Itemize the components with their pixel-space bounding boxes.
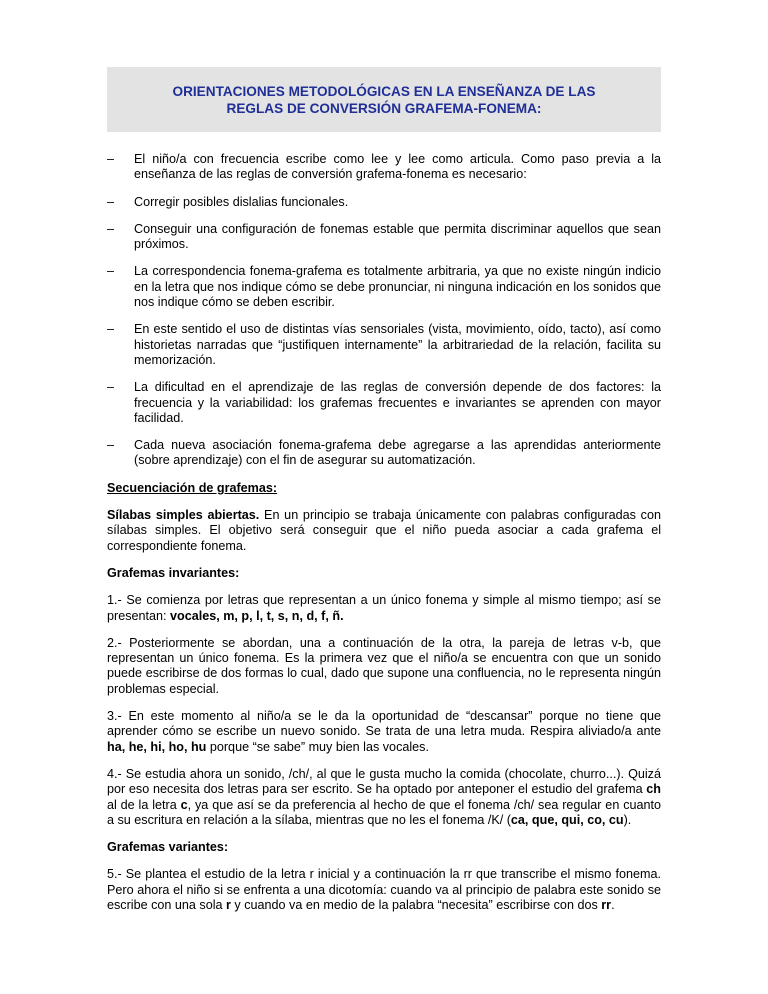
list-item-text: El niño/a con frecuencia escribe como lee y lee como articula. Como paso previa a la enseñanza de las reglas de conversión grafema-fonema es necesario: [134, 152, 661, 182]
list-item-text: La dificultad en el aprendizaje de las reglas de conversión depende de dos factores: la frecuencia y la variabilidad: los grafemas frecuentes e invariantes se aprenden con mayor facilidad. [134, 380, 661, 425]
bullet-dash: – [107, 322, 115, 337]
page-title-line-1: ORIENTACIONES METODOLÓGICAS EN LA ENSEÑANZA DE LAS [172, 83, 596, 99]
list-item-text: La correspondencia fonema-grafema es totalmente arbitraria, ya que no existe ningún indicio en la letra que nos indique cómo se debe pronunciar, ni ninguna indicación en los sonidos que nos indique cómo se deben escribir. [134, 264, 661, 310]
section-heading-secuenciacion: Secuenciación de grafemas: [107, 480, 278, 495]
list-item [107, 322, 661, 368]
bullet-dash: – [107, 264, 115, 279]
paragraph-4: 4.- Se estudia ahora un sonido, /ch/, al que le gusta mucho la comida (chocolate, churro...). Quizá por eso necesita dos letras para ser escrito. Se ha optado por anteponer el estudio del grafema ch al de la letra c, ya que así se da preferencia al hecho de que el fonema /ch/ sea regular en cuanto a su escritura en relación a la sílaba, mientras que no les el fonema /K/ (ca, que, qui, co, cu). [107, 766, 662, 827]
document-body [107, 152, 661, 925]
list-item [107, 195, 661, 210]
list-item [107, 380, 661, 426]
list-item-text: Cada nueva asociación fonema-grafema debe agregarse a las aprendidas anteriormente (sobre aprendizaje) con el fin de asegurar su automatización. [134, 438, 661, 468]
paragraph-5: 5.- Se plantea el estudio de la letra r inicial y a continuación la rr que transcribe el mismo fonema. Pero ahora el niño si se enfrenta a una dicotomía: cuando va al principio de palabra este sonido se escribe con una sola r y cuando va en medio de la palabra “necesita” escribirse con dos rr. [107, 867, 661, 912]
paragraph-1: 1.- Se comienza por letras que representan a un único fonema y simple al mismo tiempo; así se presentan: vocales, m, p, l, t, s, n, d, f, ñ. [107, 593, 661, 623]
list-item [107, 222, 661, 253]
section-heading-invariantes: Grafemas invariantes: [107, 565, 240, 580]
section-heading-variantes: Grafemas variantes: [107, 840, 229, 855]
bullet-dash: – [107, 438, 115, 453]
list-item-text: Corregir posibles dislalias funcionales. [134, 194, 349, 209]
title-box [107, 67, 661, 132]
paragraph-3: 3.- En este momento al niño/a se le da la oportunidad de “descansar” porque no tiene que aprender cómo se escribe un nuevo sonido. Se trata de una letra muda. Respira aliviado/a ante ha, he, hi, ho, hu porque “se sabe” muy bien las vocales. [107, 709, 661, 754]
bullet-dash: – [107, 380, 115, 395]
list-item [107, 152, 661, 183]
list-item [107, 264, 661, 310]
page-title-line-2: REGLAS DE CONVERSIÓN GRAFEMA-FONEMA: [226, 100, 542, 116]
list-item-text: Conseguir una configuración de fonemas estable que permita discriminar aquellos que sean próximos. [134, 221, 661, 252]
paragraph-2: 2.- Posteriormente se abordan, una a continuación de la otra, la pareja de letras v-b, que representan un único fonema. Es la primera vez que el niño/a se encuentra con que un sonido puede escribirse de dos formas lo cual, dado que supone una confluencia, no le representa ningún problemas especial. [107, 635, 661, 696]
paragraph-silabas: Sílabas simples abiertas. En un principio se trabaja únicamente con palabras configuradas con sílabas simples. El objetivo será conseguir que el niño pueda asociar a cada grafema el correspondiente fonema. [107, 508, 661, 553]
list-item [107, 438, 661, 469]
list-item-text: En este sentido el uso de distintas vías sensoriales (vista, movimiento, oído, tacto), así como historietas narradas que “justifiquen internamente” la arbitrariedad de la relación, facilita su memorización. [134, 322, 661, 367]
bullet-dash: – [107, 221, 115, 236]
bullet-dash: – [107, 194, 115, 209]
bullet-dash: – [107, 152, 115, 166]
